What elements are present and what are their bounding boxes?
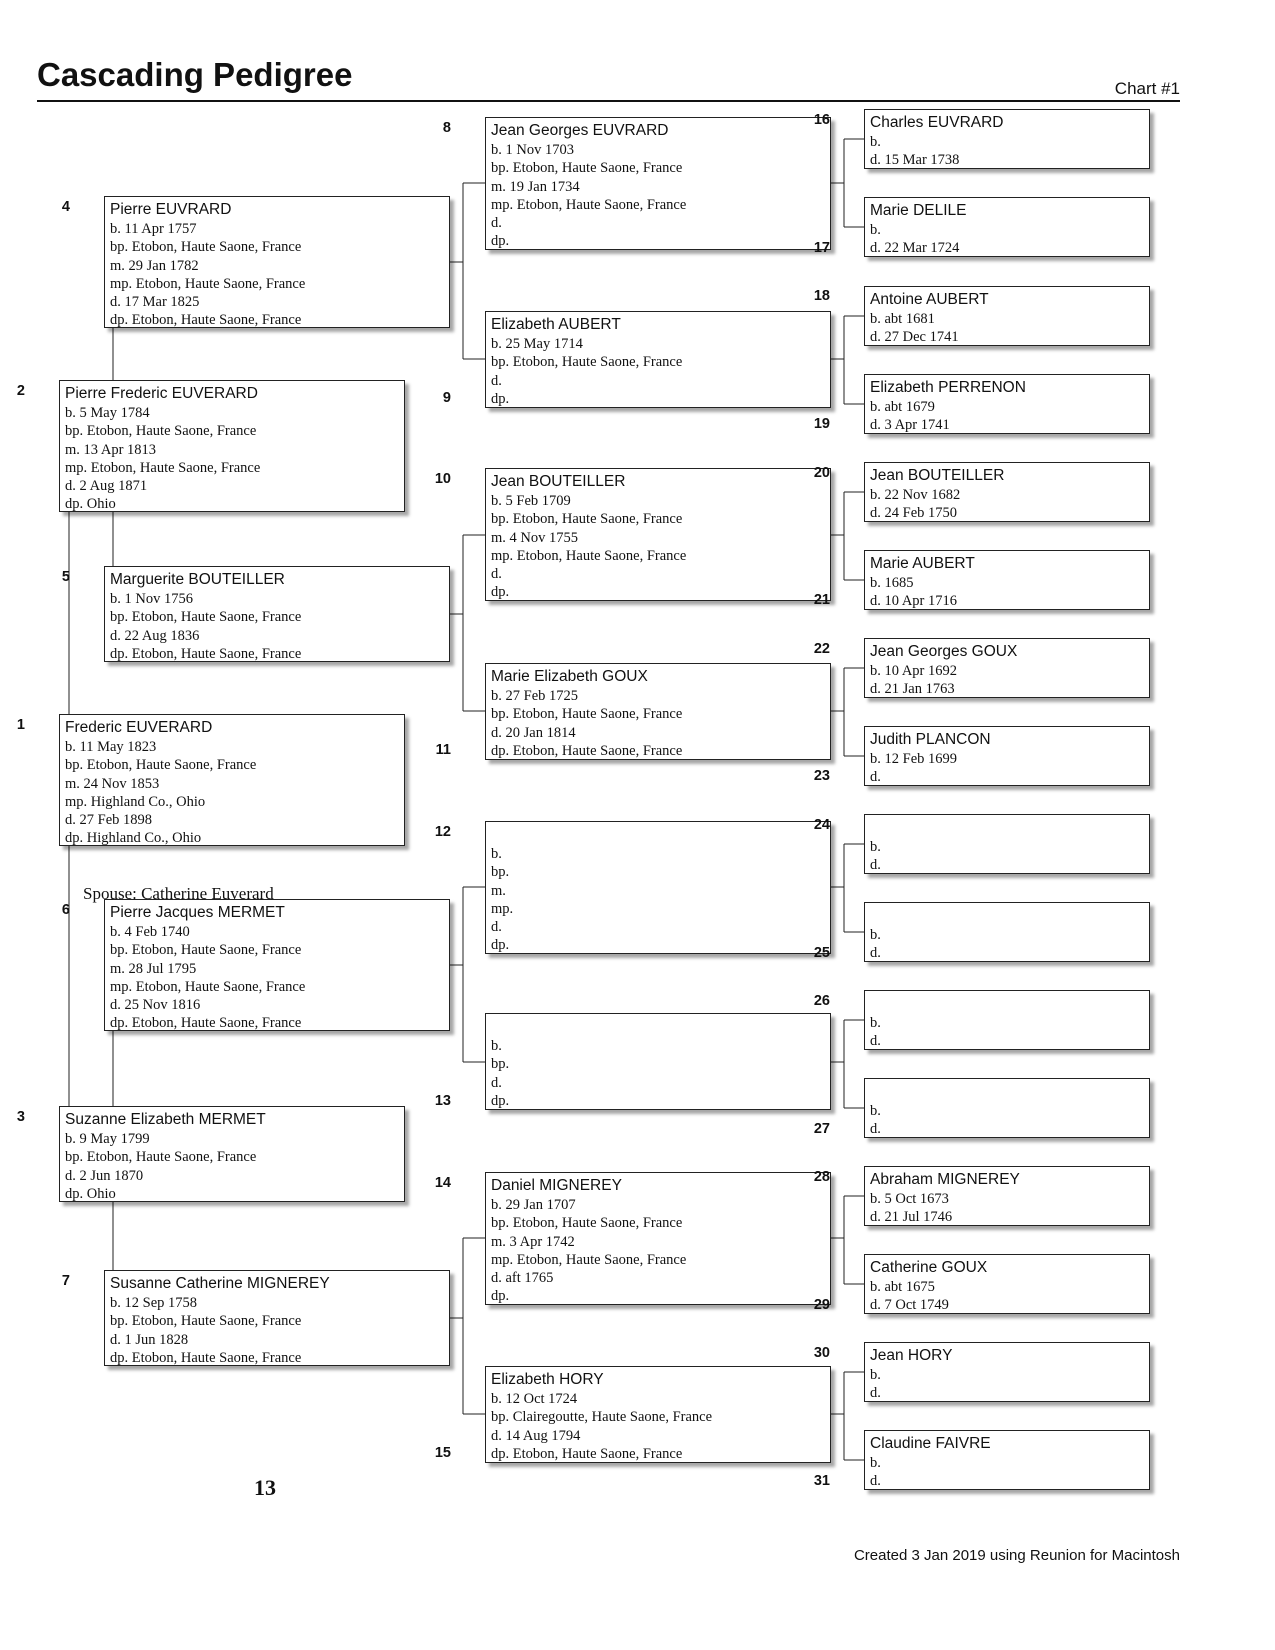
person-box-12	[485, 821, 831, 954]
person-name: Susanne Catherine MIGNEREY	[110, 1275, 330, 1292]
person-box-10	[485, 468, 831, 601]
person-detail-line: d. 21 Jan 1763	[870, 681, 955, 698]
person-detail-line: d. 2 Aug 1871	[65, 478, 148, 495]
person-detail-line: b. 11 Apr 1757	[110, 221, 197, 237]
person-number-6: 6	[61, 902, 70, 918]
person-name: Elizabeth HORY	[491, 1371, 604, 1388]
person-box-3	[59, 1106, 405, 1202]
person-detail-line: dp. Highland Co., Ohio	[65, 830, 202, 846]
person-name	[870, 906, 1143, 926]
person-detail-line: b.	[870, 927, 881, 943]
person-detail-line: d. 21 Jul 1746	[870, 1209, 953, 1226]
person-detail-line: dp. Etobon, Haute Saone, France	[110, 1349, 302, 1366]
person-number-24: 24	[813, 817, 830, 833]
person-box-22	[864, 638, 1150, 698]
person-detail-line: bp. Etobon, Haute Saone, France	[110, 609, 302, 626]
person-detail-line: b. 22 Nov 1682	[870, 487, 961, 503]
person-number-10: 10	[434, 471, 451, 487]
person-box-29	[864, 1254, 1150, 1314]
person-detail-line: mp. Etobon, Haute Saone, France	[110, 978, 306, 995]
person-detail-line: b. abt 1675	[870, 1279, 935, 1295]
person-name	[491, 1017, 824, 1037]
person-detail-line: b.	[491, 846, 502, 862]
person-name: Frederic EUVERARD	[65, 719, 213, 736]
person-detail-line: b. 1 Nov 1703	[491, 142, 574, 158]
person-box-30	[864, 1342, 1150, 1402]
person-box-8	[485, 117, 831, 250]
person-detail-line: m.	[491, 882, 506, 899]
person-detail-line: d.	[491, 372, 502, 389]
person-number-5: 5	[61, 569, 70, 585]
person-detail-line: m. 29 Jan 1782	[110, 257, 199, 274]
person-name: Jean Georges EUVRARD	[491, 122, 669, 139]
person-box-4	[104, 196, 450, 328]
person-number-3: 3	[16, 1109, 25, 1125]
person-number-30: 30	[813, 1345, 830, 1361]
person-name: Marie Elizabeth GOUX	[491, 668, 648, 685]
person-detail-line: b.	[870, 222, 881, 238]
person-name: Pierre Frederic EUVERARD	[65, 385, 258, 402]
person-detail-line: dp.	[491, 1288, 510, 1305]
person-detail-line: b. 5 Feb 1709	[491, 493, 571, 509]
person-detail-line: dp.	[491, 390, 510, 407]
person-detail-line: mp. Etobon, Haute Saone, France	[491, 196, 687, 213]
page-number: 13	[254, 1475, 276, 1500]
person-detail-line: mp. Highland Co., Ohio	[65, 793, 206, 810]
person-detail-line: d.	[870, 945, 881, 962]
person-detail-line: d. 2 Jun 1870	[65, 1167, 144, 1184]
person-number-16: 16	[813, 112, 830, 128]
person-detail-line: dp.	[491, 937, 510, 954]
person-detail-line: dp. Ohio	[65, 1185, 116, 1202]
person-number-2: 2	[16, 383, 25, 399]
person-name: Judith PLANCON	[870, 731, 991, 748]
person-name: Jean BOUTEILLER	[491, 473, 626, 490]
person-detail-line: d. 27 Dec 1741	[870, 329, 959, 346]
person-name	[870, 818, 1143, 838]
person-box-27	[864, 1078, 1150, 1138]
person-name: Charles EUVRARD	[870, 114, 1004, 131]
person-detail-line: dp. Etobon, Haute Saone, France	[491, 1445, 683, 1462]
person-detail-line: m. 3 Apr 1742	[491, 1233, 575, 1250]
person-number-20: 20	[813, 465, 830, 481]
person-number-21: 21	[813, 592, 830, 608]
person-detail-line: mp. Etobon, Haute Saone, France	[110, 275, 306, 292]
person-box-19	[864, 374, 1150, 434]
person-number-11: 11	[435, 742, 451, 758]
person-box-16	[864, 109, 1150, 169]
person-detail-line: bp. Etobon, Haute Saone, France	[110, 942, 302, 959]
person-detail-line: b. 1 Nov 1756	[110, 591, 193, 607]
person-name	[870, 1082, 1143, 1102]
person-number-8: 8	[442, 120, 451, 136]
person-detail-line: d. 15 Mar 1738	[870, 152, 960, 169]
person-box-20	[864, 462, 1150, 522]
person-detail-line: bp. Etobon, Haute Saone, France	[65, 1149, 257, 1166]
person-box-18	[864, 286, 1150, 346]
person-number-31: 31	[813, 1473, 830, 1489]
person-box-17	[864, 197, 1150, 257]
person-detail-line: mp. Etobon, Haute Saone, France	[65, 459, 261, 476]
person-detail-line: m. 24 Nov 1853	[65, 775, 160, 792]
person-box-21	[864, 550, 1150, 610]
person-detail-line: d.	[491, 1074, 502, 1091]
person-number-19: 19	[813, 416, 830, 432]
person-detail-line: dp.	[491, 1092, 510, 1109]
person-name: Marie AUBERT	[870, 555, 975, 572]
person-detail-line: d. 24 Feb 1750	[870, 505, 957, 522]
person-detail-line: m. 13 Apr 1813	[65, 441, 157, 458]
person-detail-line: b.	[870, 134, 881, 150]
person-detail-line: bp. Etobon, Haute Saone, France	[491, 354, 683, 371]
person-number-13: 13	[434, 1093, 451, 1109]
person-detail-line: d.	[870, 1033, 881, 1050]
person-box-5	[104, 566, 450, 662]
person-detail-line: b. 12 Feb 1699	[870, 751, 957, 767]
person-name: Claudine FAIVRE	[870, 1435, 991, 1452]
person-detail-line: b. 5 Oct 1673	[870, 1191, 949, 1207]
person-name: Abraham MIGNEREY	[870, 1171, 1020, 1188]
person-detail-line: d. 1 Jun 1828	[110, 1331, 189, 1348]
person-name	[870, 994, 1143, 1014]
person-number-9: 9	[442, 390, 451, 406]
person-detail-line: b. abt 1681	[870, 311, 935, 327]
person-name: Pierre Jacques MERMET	[110, 904, 285, 921]
person-detail-line: b. 12 Oct 1724	[491, 1391, 578, 1407]
person-detail-line: d. 25 Nov 1816	[110, 997, 201, 1014]
person-name: Suzanne Elizabeth MERMET	[65, 1111, 266, 1128]
person-name: Marie DELILE	[870, 202, 967, 219]
person-detail-line: d.	[870, 769, 881, 786]
person-number-29: 29	[813, 1297, 830, 1313]
person-detail-line: b. 4 Feb 1740	[110, 924, 190, 940]
person-detail-line: dp. Etobon, Haute Saone, France	[491, 742, 683, 759]
person-detail-line: bp. Etobon, Haute Saone, France	[110, 1313, 302, 1330]
person-detail-line: d. aft 1765	[491, 1270, 554, 1287]
person-number-27: 27	[813, 1121, 830, 1137]
person-box-11	[485, 663, 831, 760]
person-detail-line: bp.	[491, 864, 510, 881]
person-name: Pierre EUVRARD	[110, 201, 232, 218]
person-detail-line: d. 20 Jan 1814	[491, 724, 576, 741]
person-name: Marguerite BOUTEILLER	[110, 571, 285, 588]
spouse-note: Spouse: Catherine Euverard	[83, 884, 274, 903]
footer-credit: Created 3 Jan 2019 using Reunion for Macintosh	[853, 1547, 1180, 1564]
person-box-2	[59, 380, 405, 512]
person-detail-line: d. 27 Feb 1898	[65, 812, 152, 829]
person-detail-line: bp. Clairegoutte, Haute Saone, France	[491, 1409, 713, 1426]
person-box-26	[864, 990, 1150, 1050]
person-box-28	[864, 1166, 1150, 1226]
person-detail-line: bp. Etobon, Haute Saone, France	[491, 511, 683, 528]
person-detail-line: d.	[491, 919, 502, 936]
person-name: Jean HORY	[870, 1347, 953, 1364]
person-number-23: 23	[813, 768, 830, 784]
chart-number: Chart #1	[1114, 79, 1180, 98]
person-detail-line: b.	[870, 839, 881, 855]
person-box-7	[104, 1270, 450, 1366]
person-number-12: 12	[434, 824, 451, 840]
person-detail-line: dp.	[491, 233, 510, 250]
person-name: Daniel MIGNEREY	[491, 1177, 622, 1194]
person-detail-line: b.	[870, 1455, 881, 1471]
person-detail-line: b. 11 May 1823	[65, 739, 157, 755]
person-detail-line: d. 14 Aug 1794	[491, 1427, 581, 1444]
person-name: Jean Georges GOUX	[870, 643, 1018, 660]
person-box-24	[864, 814, 1150, 874]
person-box-1	[59, 714, 405, 846]
person-detail-line: mp.	[491, 900, 514, 917]
person-number-18: 18	[813, 288, 830, 304]
person-detail-line: bp. Etobon, Haute Saone, France	[110, 239, 302, 256]
person-number-15: 15	[434, 1445, 451, 1461]
person-number-1: 1	[16, 717, 25, 733]
person-detail-line: m. 19 Jan 1734	[491, 178, 580, 195]
person-detail-line: d.	[870, 857, 881, 874]
person-detail-line: b. 25 May 1714	[491, 336, 583, 352]
person-detail-line: b. 12 Sep 1758	[110, 1295, 197, 1311]
person-detail-line: m. 4 Nov 1755	[491, 529, 578, 546]
person-detail-line: d.	[491, 215, 502, 232]
person-detail-line: dp. Ohio	[65, 496, 116, 512]
person-box-6	[104, 899, 450, 1031]
person-detail-line: b.	[870, 1015, 881, 1031]
person-name: Jean BOUTEILLER	[870, 467, 1005, 484]
person-number-26: 26	[813, 993, 830, 1009]
person-detail-line: b.	[870, 1103, 881, 1119]
person-detail-line: d. 3 Apr 1741	[870, 417, 950, 434]
person-detail-line: mp. Etobon, Haute Saone, France	[491, 547, 687, 564]
person-detail-line: b.	[870, 1367, 881, 1383]
person-box-14	[485, 1172, 831, 1305]
person-detail-line: d. 17 Mar 1825	[110, 294, 200, 311]
person-box-15	[485, 1366, 831, 1463]
person-detail-line: m. 28 Jul 1795	[110, 960, 197, 977]
person-detail-line: bp. Etobon, Haute Saone, France	[491, 1215, 683, 1232]
person-detail-line: mp. Etobon, Haute Saone, France	[491, 1251, 687, 1268]
person-box-9	[485, 311, 831, 408]
person-name: Antoine AUBERT	[870, 291, 989, 308]
person-detail-line: b. 29 Jan 1707	[491, 1197, 576, 1213]
person-detail-line: b. 27 Feb 1725	[491, 688, 578, 704]
person-number-22: 22	[813, 641, 830, 657]
person-detail-line: d.	[870, 1473, 881, 1490]
person-name: Elizabeth PERRENON	[870, 379, 1026, 396]
person-detail-line: bp. Etobon, Haute Saone, France	[491, 160, 683, 177]
person-box-25	[864, 902, 1150, 962]
person-number-17: 17	[813, 240, 830, 256]
person-detail-line: d.	[870, 1385, 881, 1402]
person-detail-line: b. 5 May 1784	[65, 405, 150, 421]
person-name: Catherine GOUX	[870, 1259, 988, 1276]
person-box-13	[485, 1013, 831, 1110]
person-number-28: 28	[813, 1169, 830, 1185]
person-detail-line: b.	[491, 1038, 502, 1054]
person-detail-line: dp.	[491, 584, 510, 601]
person-detail-line: d. 7 Oct 1749	[870, 1297, 949, 1314]
person-detail-line: bp. Etobon, Haute Saone, France	[491, 706, 683, 723]
person-detail-line: d. 22 Aug 1836	[110, 627, 200, 644]
person-detail-line: b. 10 Apr 1692	[870, 663, 957, 679]
person-name: Elizabeth AUBERT	[491, 316, 621, 333]
person-detail-line: dp. Etobon, Haute Saone, France	[110, 645, 302, 662]
person-detail-line: d.	[491, 566, 502, 583]
person-detail-line: d.	[870, 1121, 881, 1138]
person-detail-line: bp. Etobon, Haute Saone, France	[65, 757, 257, 774]
person-detail-line: bp. Etobon, Haute Saone, France	[65, 423, 257, 440]
page-title: Cascading Pedigree	[37, 56, 353, 93]
person-name	[491, 825, 824, 845]
person-detail-line: bp.	[491, 1056, 510, 1073]
person-box-31	[864, 1430, 1150, 1490]
person-detail-line: d. 22 Mar 1724	[870, 240, 960, 257]
person-box-23	[864, 726, 1150, 786]
person-number-14: 14	[434, 1175, 451, 1191]
person-number-25: 25	[813, 945, 830, 961]
person-detail-line: dp. Etobon, Haute Saone, France	[110, 312, 302, 328]
person-detail-line: b. abt 1679	[870, 399, 935, 415]
person-number-7: 7	[61, 1273, 70, 1289]
person-detail-line: b. 9 May 1799	[65, 1131, 150, 1147]
person-detail-line: dp. Etobon, Haute Saone, France	[110, 1015, 302, 1031]
person-number-4: 4	[61, 199, 70, 215]
person-detail-line: b. 1685	[870, 575, 914, 591]
person-detail-line: d. 10 Apr 1716	[870, 593, 957, 610]
